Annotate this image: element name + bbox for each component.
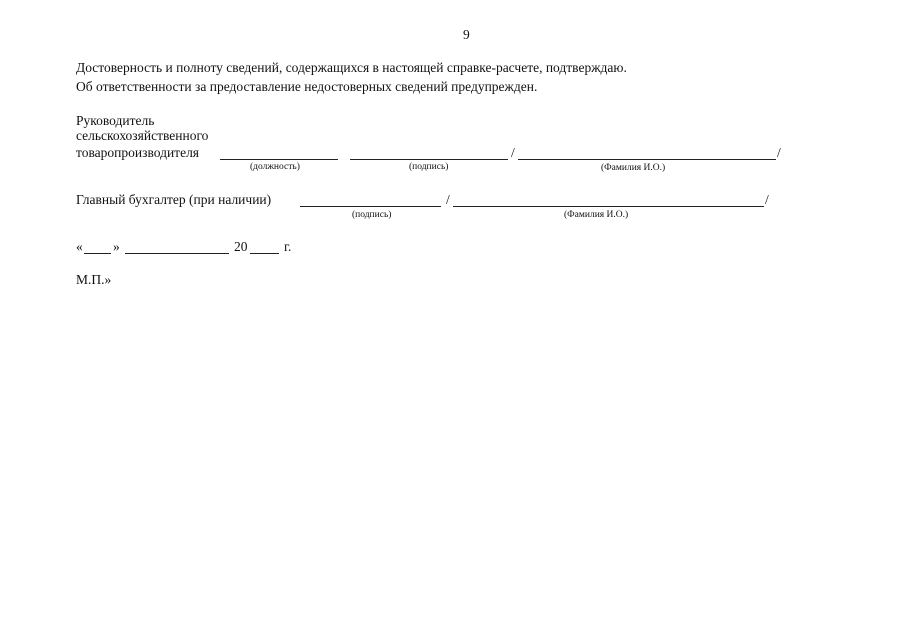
head-slash-close: / [777, 145, 781, 160]
confirmation-line-2: Об ответственности за предоставление недостоверных сведений предупрежден. [76, 79, 538, 94]
accountant-slash-open: / [446, 192, 450, 207]
date-month-field[interactable] [125, 253, 229, 254]
head-slash-open: / [511, 145, 515, 160]
accountant-name-field[interactable] [453, 206, 764, 207]
accountant-caption-signature: (подпись) [352, 210, 392, 220]
stamp-place-label: М.П.» [76, 272, 112, 287]
head-label-line-2: сельскохозяйственного [76, 128, 209, 143]
head-caption-signature: (подпись) [409, 162, 449, 172]
head-label-line-1: Руководитель [76, 113, 155, 128]
head-signature-field[interactable] [350, 159, 508, 160]
accountant-caption-name: (Фамилия И.О.) [564, 210, 629, 220]
date-day-field[interactable] [84, 253, 111, 254]
accountant-slash-close: / [765, 192, 769, 207]
confirmation-line-1: Достоверность и полноту сведений, содержащихся в настоящей справке-расчете, подтверждаю. [76, 60, 627, 75]
date-open-quote: « [76, 239, 83, 254]
head-caption-position: (должность) [250, 162, 300, 172]
head-caption-name: (Фамилия И.О.) [601, 163, 666, 173]
head-name-field[interactable] [518, 159, 776, 160]
head-label-line-3: товаропроизводителя [76, 145, 200, 160]
date-year-suffix: г. [284, 239, 292, 254]
date-year-prefix: 20 [234, 239, 248, 254]
date-year-field[interactable] [250, 253, 279, 254]
page-number: 9 [463, 27, 470, 42]
accountant-signature-field[interactable] [300, 206, 441, 207]
head-position-field[interactable] [220, 159, 338, 160]
accountant-label: Главный бухгалтер (при наличии) [76, 192, 272, 207]
date-close-quote: » [113, 239, 120, 254]
